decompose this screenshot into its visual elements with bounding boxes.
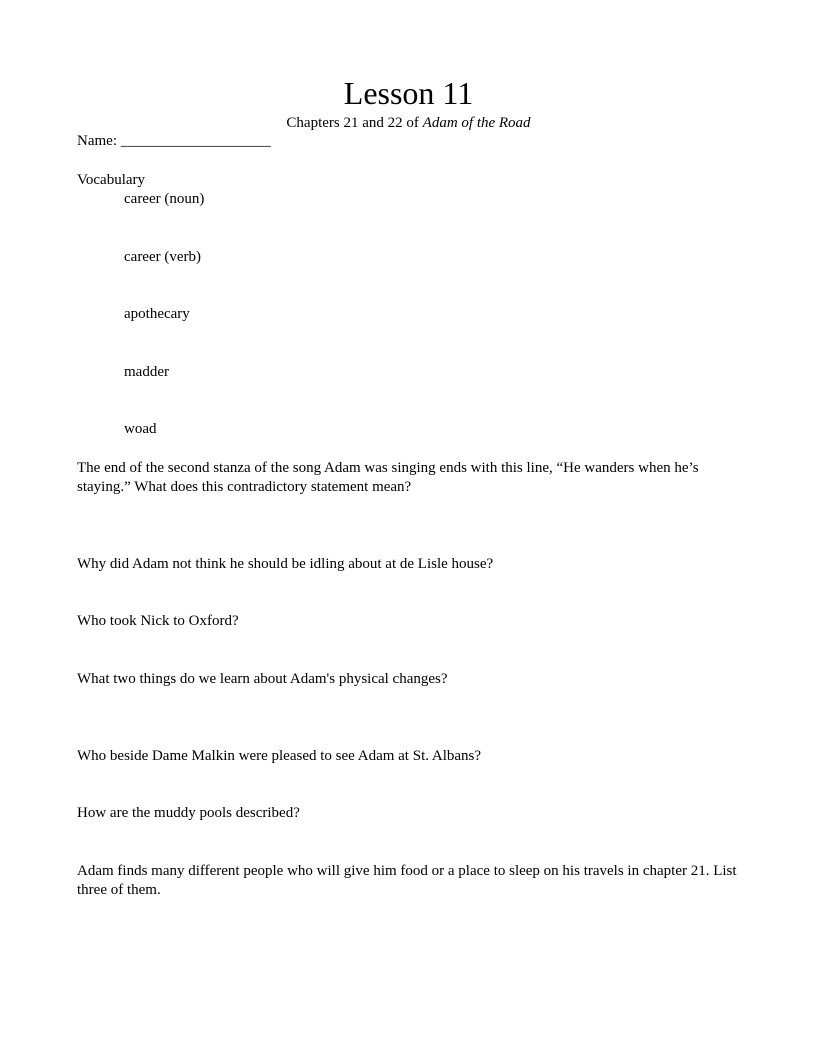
question: Adam finds many different people who will give him food or a place to sleep on his travels in chapter 21. List three of them.	[77, 863, 737, 898]
vocab-word: career (verb)	[124, 249, 202, 265]
subtitle-chapters: Chapters 21 and 22 of	[286, 115, 423, 131]
name-field-label: Name: ____________________	[77, 133, 271, 149]
page-title: Lesson 11	[343, 75, 474, 111]
vocab-word: apothecary	[124, 306, 190, 322]
question: Who took Nick to Oxford?	[77, 613, 239, 629]
book-title: Adam of the Road	[422, 115, 531, 131]
page-subtitle	[0, 114, 817, 132]
question: Who beside Dame Malkin were pleased to see Adam at St. Albans?	[77, 748, 482, 764]
question: Why did Adam not think he should be idling about at de Lisle house?	[77, 556, 494, 572]
question: What two things do we learn about Adam's physical changes?	[77, 671, 448, 687]
vocab-word: woad	[124, 421, 157, 437]
question: The end of the second stanza of the song Adam was singing ends with this line, “He wanders when he’s staying.” What does this contradictory statement mean?	[77, 460, 699, 495]
vocab-word: career (noun)	[124, 191, 205, 207]
question: How are the muddy pools described?	[77, 805, 300, 821]
vocab-word: madder	[124, 364, 169, 380]
vocabulary-heading: Vocabulary	[77, 172, 146, 188]
